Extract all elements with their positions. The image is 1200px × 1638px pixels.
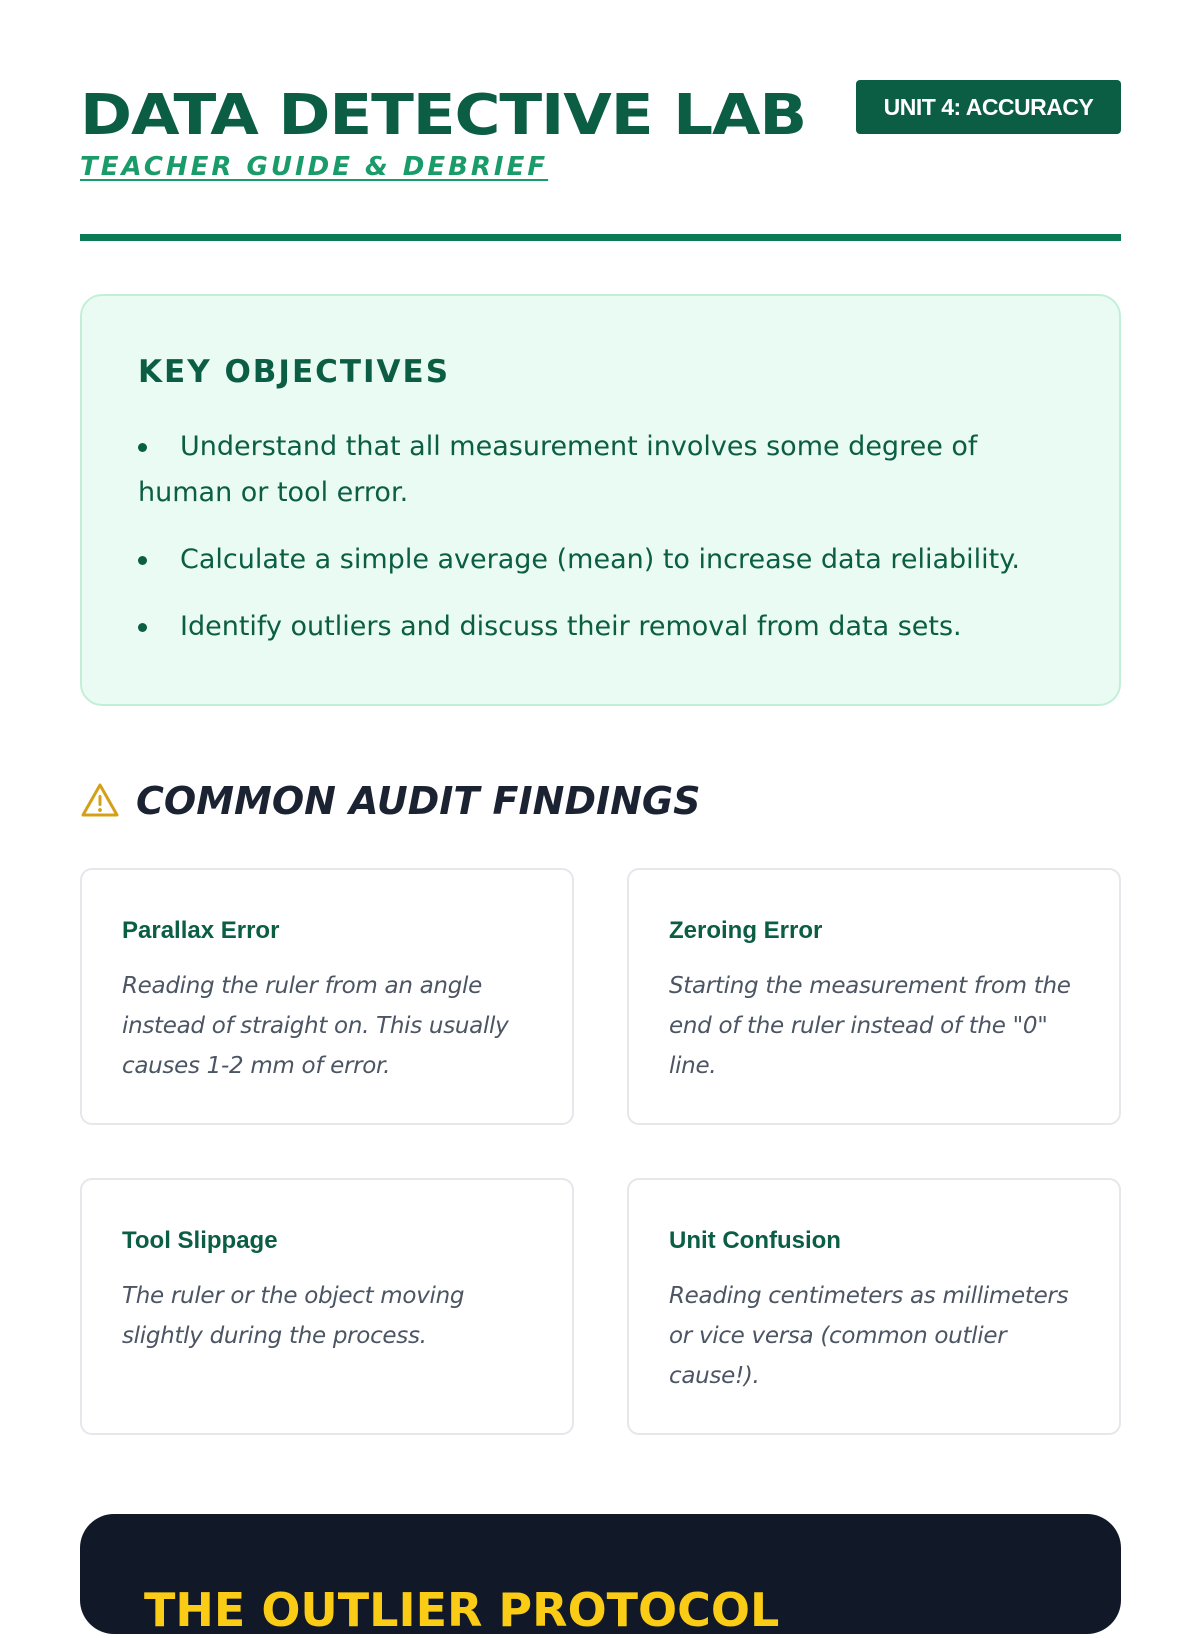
- card-body: The ruler or the object moving slightly during the process.: [122, 1283, 465, 1349]
- bullet-icon: [138, 443, 147, 452]
- objective-item: [138, 424, 1068, 516]
- card-title: Unit Confusion: [669, 1227, 841, 1254]
- objectives-title: KEY OBJECTIVES: [138, 354, 451, 390]
- outlier-protocol-panel: [80, 1514, 1121, 1637]
- finding-card-units: [627, 1178, 1121, 1435]
- bullet-icon: [138, 556, 147, 565]
- card-body: Starting the measurement from the end of the ruler instead of the "0" line.: [669, 973, 1071, 1079]
- finding-card-slippage: [80, 1178, 574, 1435]
- card-body: Reading the ruler from an angle instead of straight on. This usually causes 1-2 mm of error.: [122, 973, 509, 1079]
- objective-text: Identify outliers and discuss their removal from data sets.: [180, 611, 962, 642]
- finding-card-zeroing: [627, 868, 1121, 1125]
- card-title: Parallax Error: [122, 917, 280, 944]
- card-body: Reading centimeters as millimeters or vice versa (common outlier cause!).: [669, 1283, 1069, 1389]
- bullet-icon: [138, 623, 147, 632]
- objective-item: [138, 604, 1068, 650]
- findings-heading: [80, 776, 701, 826]
- unit-badge: UNIT 4: ACCURACY: [856, 80, 1121, 134]
- header-divider: [80, 234, 1121, 241]
- key-objectives-panel: [80, 294, 1121, 706]
- protocol-title: THE OUTLIER PROTOCOL: [144, 1583, 780, 1637]
- page-title: DATA DETECTIVE LAB: [80, 83, 807, 148]
- card-title: Zeroing Error: [669, 917, 823, 944]
- objective-item: [138, 537, 1068, 583]
- card-title: Tool Slippage: [122, 1227, 278, 1254]
- objective-text: Calculate a simple average (mean) to increase data reliability.: [180, 544, 1020, 575]
- objective-text: Understand that all measurement involves some degree of human or tool error.: [138, 431, 978, 508]
- finding-card-parallax: [80, 868, 574, 1125]
- findings-title: COMMON AUDIT FINDINGS: [136, 779, 701, 823]
- objectives-list: [138, 424, 1068, 671]
- page-subtitle: TEACHER GUIDE & DEBRIEF: [80, 152, 549, 182]
- warning-icon: [80, 781, 120, 821]
- page-header: [80, 80, 1121, 242]
